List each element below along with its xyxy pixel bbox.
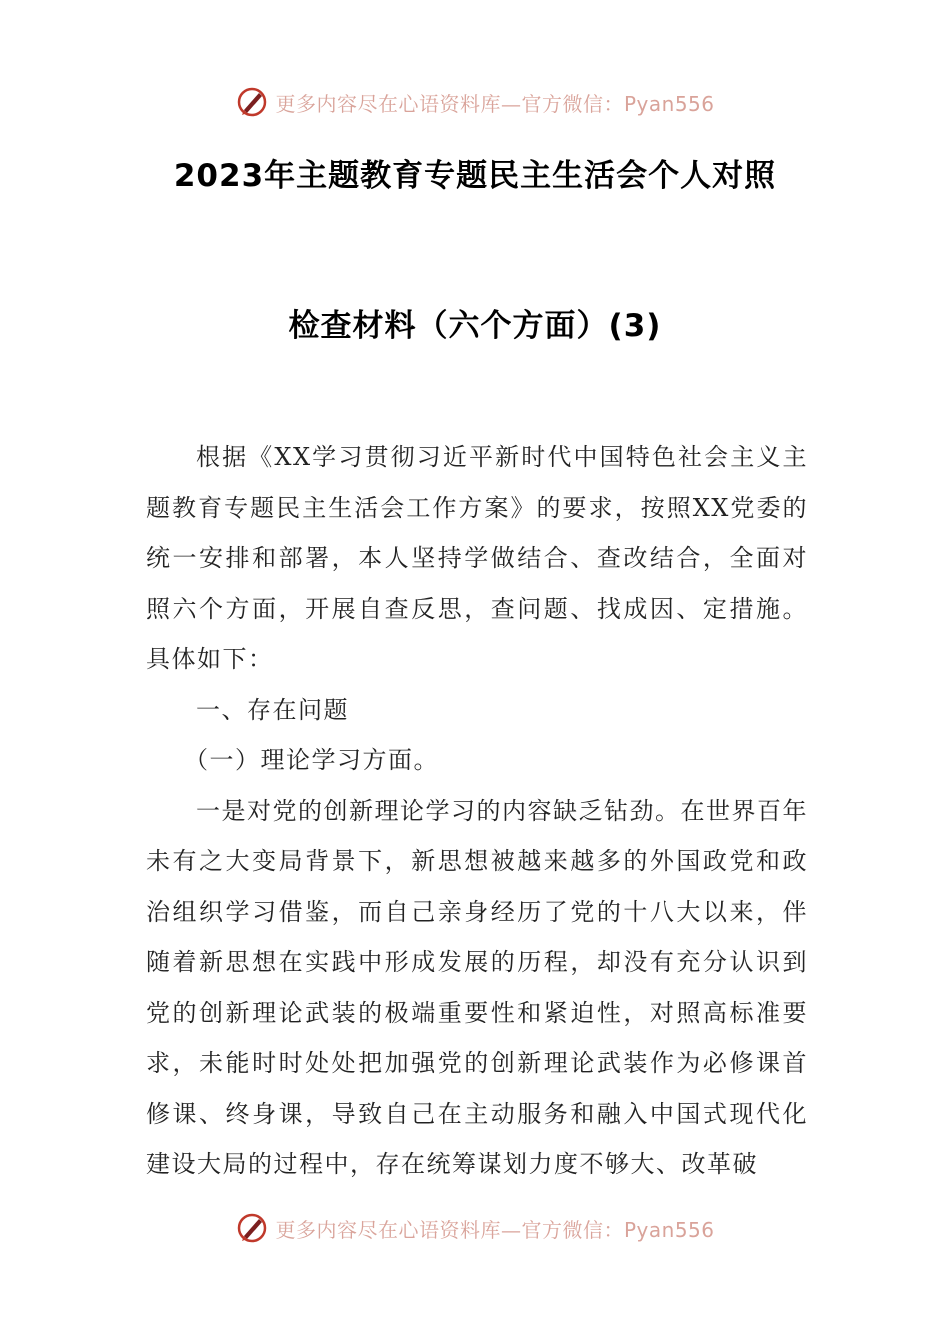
document-title-line-1: 2023年主题教育专题民主生活会个人对照 — [173, 158, 777, 194]
document-body — [146, 432, 808, 1190]
watermark-text: 更多内容尽在心语资料库—官方微信：Pyan556 — [275, 1217, 715, 1242]
pen-logo-icon — [235, 1211, 269, 1245]
subsection-heading: （一）理论学习方面。 — [184, 746, 439, 774]
pen-logo-icon — [235, 85, 269, 119]
watermark-text: 更多内容尽在心语资料库—官方微信：Pyan556 — [275, 91, 715, 116]
watermark-banner-top — [0, 82, 950, 122]
section-heading: 一、存在问题 — [196, 695, 349, 724]
intro-paragraph: 根据《XX学习贯彻习近平新时代中国特色社会主义主题教育专题民主生活会工作方案》的要求，按照XX党委的统一安排和部署，本人坚持学做结合、查改结合，全面对照六个方面，开展自查反思，查问题、找成因、定措施。具体如下： — [146, 443, 808, 673]
body-paragraph: 一是对党的创新理论学习的内容缺乏钻劲。在世界百年未有之大变局背景下，新思想被越来越多的外国政党和政治组织学习借鉴，而自己亲身经历了党的十八大以来，伴随着新思想在实践中形成发展的历程，却没有充分认识到党的创新理论武装的极端重要性和紧迫性，对照高标准要求，未能时时处处把加强党的创新理论武装作为必修课首修课、终身课，导致自己在主动服务和融入中国式现代化建设大局的过程中，存在统筹谋划力度不够大、改革破 — [146, 796, 808, 1178]
document-title-line-2: 检查材料（六个方面）(3) — [288, 308, 662, 344]
watermark-banner-bottom — [0, 1208, 950, 1248]
